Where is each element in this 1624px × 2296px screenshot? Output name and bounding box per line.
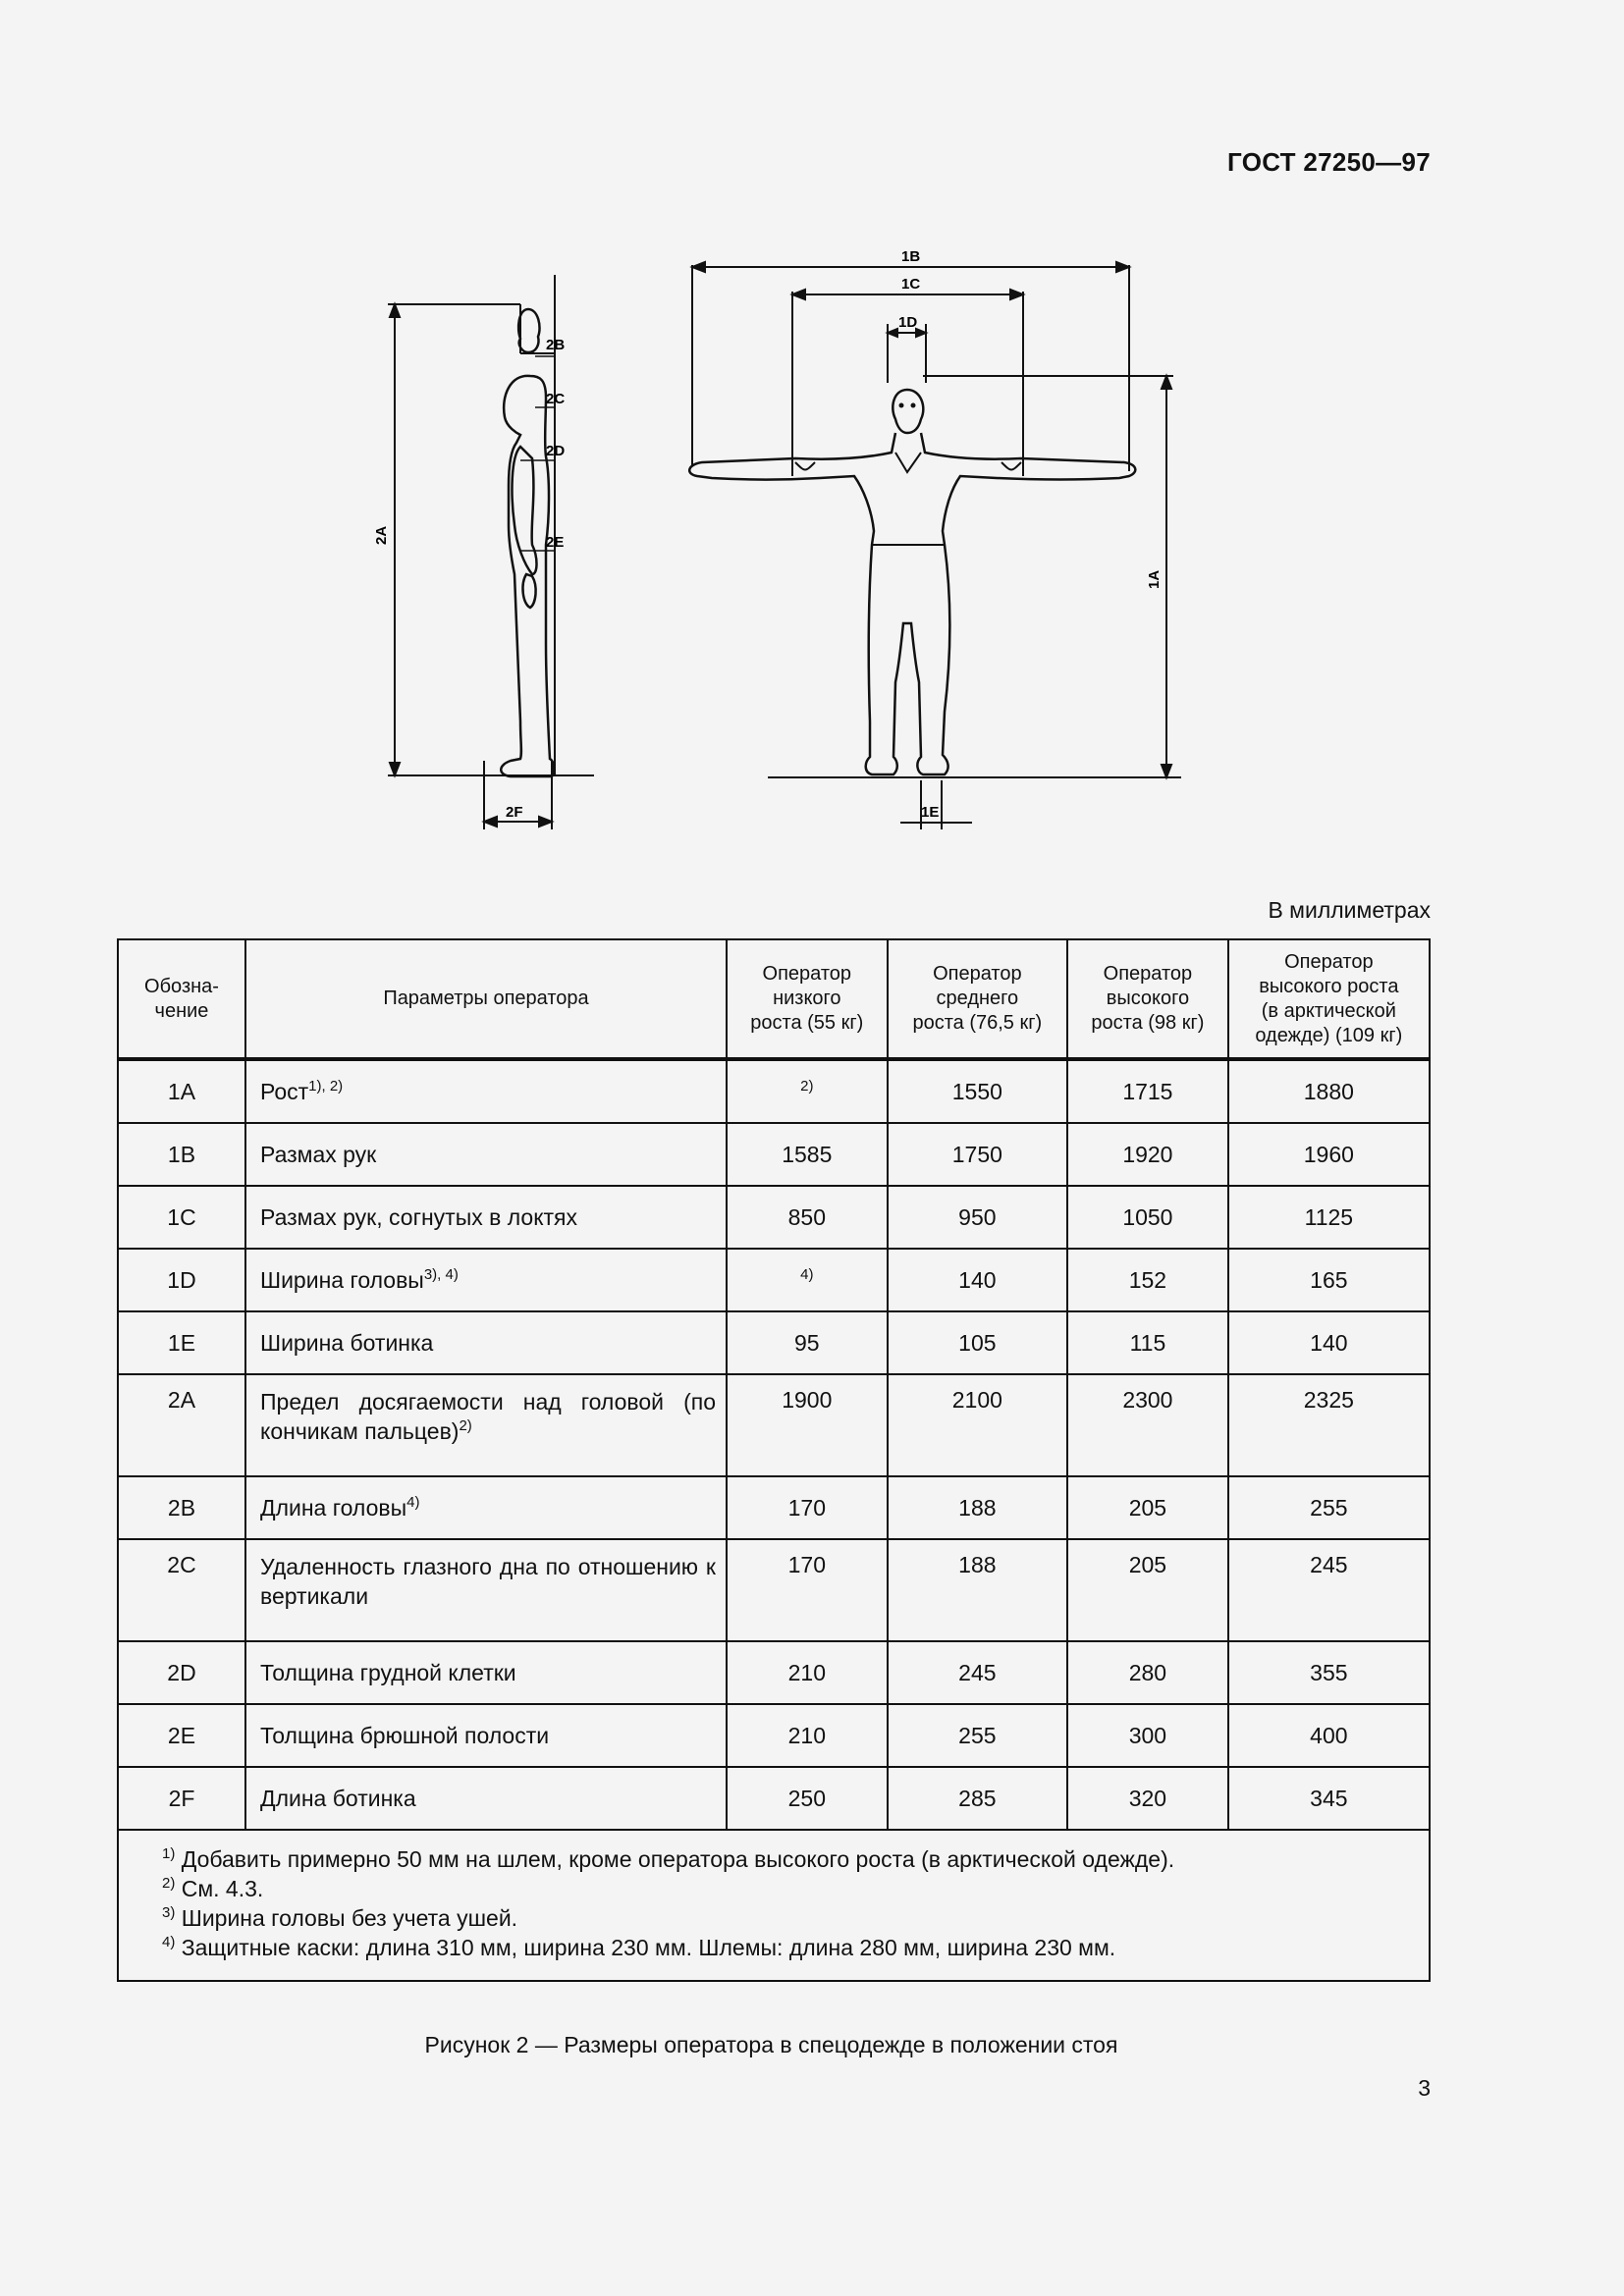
table-row [118,1186,1430,1249]
document-id: ГОСТ 27250—97 [1227,147,1431,177]
cell-arctic: 1880 [1228,1059,1430,1123]
cell-name: Удаленность глазного дна по отношению к вертикали [245,1539,727,1641]
cell-arctic: 400 [1228,1704,1430,1767]
header-short: Оператор низкого роста (55 кг) [727,939,888,1059]
cell-code: 1B [118,1123,245,1186]
cell-medium: 950 [888,1186,1068,1249]
dim-label-1d: 1D [898,314,918,331]
cell-code: 1D [118,1249,245,1311]
cell-tall: 205 [1067,1476,1228,1539]
cell-medium: 245 [888,1641,1068,1704]
cell-name: Ширина головы$^{3), 4)}$ [245,1249,727,1311]
cell-name: Длина ботинка [245,1767,727,1830]
header-medium: Оператор среднего роста (76,5 кг) [888,939,1068,1059]
cell-arctic: 245 [1228,1539,1430,1641]
cell-code: 2F [118,1767,245,1830]
dim-label-2a: 2A [373,525,390,545]
cell-arctic: 2325 [1228,1374,1430,1476]
table-row [118,1641,1430,1704]
cell-arctic: 1960 [1228,1123,1430,1186]
header-arctic: Оператор высокого роста (в арктической одежде) (109 кг) [1228,939,1430,1059]
cell-medium: 105 [888,1311,1068,1374]
table-row [118,1539,1430,1641]
footnote-ref: 3), 4) [423,1266,459,1283]
dim-label-2f: 2F [506,804,523,821]
header-code: Обозна- чение [118,939,245,1059]
cell-tall: 1715 [1067,1059,1228,1123]
cell-short: 95 [727,1311,888,1374]
cell-arctic: 345 [1228,1767,1430,1830]
cell-code: 2D [118,1641,245,1704]
footnote-ref: 4) [406,1494,420,1511]
cell-name: Ширина ботинка [245,1311,727,1374]
cell-medium: 285 [888,1767,1068,1830]
cell-short [727,1059,888,1123]
page-number: 3 [1418,2075,1431,2101]
footnote-line: $^{2)}$ См. 4.3. [162,1875,264,1901]
table-row [118,1311,1430,1374]
cell-medium: 188 [888,1476,1068,1539]
cell-code: 1E [118,1311,245,1374]
operator-parameters-table [117,938,1431,1982]
cell-medium: 2100 [888,1374,1068,1476]
operator-dimensions-figure [373,250,1198,839]
table-row [118,1374,1430,1476]
cell-tall: 115 [1067,1311,1228,1374]
dim-label-2d: 2D [546,443,566,459]
cell-name: Размах рук, согнутых в локтях [245,1186,727,1249]
footnote-ref: 4) [800,1265,814,1283]
table-row [118,1704,1430,1767]
cell-name: Предел досягаемости над головой (по кончикам пальцев)$^{2)}$ [245,1374,727,1476]
footnote-ref: 1), 2) [308,1078,344,1095]
cell-code: 2E [118,1704,245,1767]
cell-medium: 188 [888,1539,1068,1641]
cell-code: 2B [118,1476,245,1539]
cell-tall: 300 [1067,1704,1228,1767]
cell-name: Размах рук [245,1123,727,1186]
table-row [118,1476,1430,1539]
cell-medium: 1750 [888,1123,1068,1186]
dim-label-2e: 2E [546,534,565,551]
cell-arctic: 165 [1228,1249,1430,1311]
footnote-line: $^{1)}$ Добавить примерно 50 мм на шлем, кроме оператора высокого роста (в арктической одежде). [162,1845,1175,1872]
cell-short: 210 [727,1704,888,1767]
dim-label-2b: 2B [546,337,566,353]
cell-code: 1C [118,1186,245,1249]
cell-name: Длина головы$^{4)}$ [245,1476,727,1539]
table-row [118,1767,1430,1830]
cell-tall: 152 [1067,1249,1228,1311]
table-row [118,1249,1430,1311]
cell-name: Рост$^{1), 2)}$ [245,1059,727,1123]
cell-code: 2C [118,1539,245,1641]
footnote-line: $^{3)}$ Ширина головы без учета ушей. [162,1904,518,1931]
cell-medium: 255 [888,1704,1068,1767]
cell-arctic: 1125 [1228,1186,1430,1249]
dim-label-2c: 2C [546,391,566,407]
cell-medium: 140 [888,1249,1068,1311]
header-param: Параметры оператора [245,939,727,1059]
cell-name: Толщина грудной клетки [245,1641,727,1704]
table-row [118,1123,1430,1186]
dim-label-1a: 1A [1146,569,1163,589]
cell-short: 1900 [727,1374,888,1476]
cell-code: 2A [118,1374,245,1476]
cell-short [727,1249,888,1311]
cell-arctic: 355 [1228,1641,1430,1704]
cell-short: 210 [727,1641,888,1704]
cell-tall: 1920 [1067,1123,1228,1186]
dim-label-1b: 1B [901,250,921,265]
cell-short: 1585 [727,1123,888,1186]
cell-tall: 320 [1067,1767,1228,1830]
cell-code: 1A [118,1059,245,1123]
header-tall: Оператор высокого роста (98 кг) [1067,939,1228,1059]
cell-short: 250 [727,1767,888,1830]
cell-short: 170 [727,1539,888,1641]
cell-name: Толщина брюшной полости [245,1704,727,1767]
footnotes [118,1830,1430,1981]
footnote-line: $^{4)}$ Защитные каски: длина 310 мм, ширина 230 мм. Шлемы: длина 280 мм, ширина 230 мм. [162,1934,1116,1960]
footnote-ref: 2) [800,1077,814,1095]
cell-tall: 280 [1067,1641,1228,1704]
cell-tall: 205 [1067,1539,1228,1641]
cell-arctic: 255 [1228,1476,1430,1539]
cell-medium: 1550 [888,1059,1068,1123]
cell-arctic: 140 [1228,1311,1430,1374]
cell-tall: 1050 [1067,1186,1228,1249]
dim-label-1e: 1E [921,804,940,821]
table-row [118,1059,1430,1123]
cell-short: 850 [727,1186,888,1249]
cell-short: 170 [727,1476,888,1539]
dim-label-1c: 1C [901,276,921,293]
cell-tall: 2300 [1067,1374,1228,1476]
units-note: В миллиметрах [1268,897,1431,923]
figure-caption: Рисунок 2 — Размеры оператора в спецодежде в положении стоя [424,2032,1118,2057]
footnote-ref: 2) [459,1417,472,1434]
